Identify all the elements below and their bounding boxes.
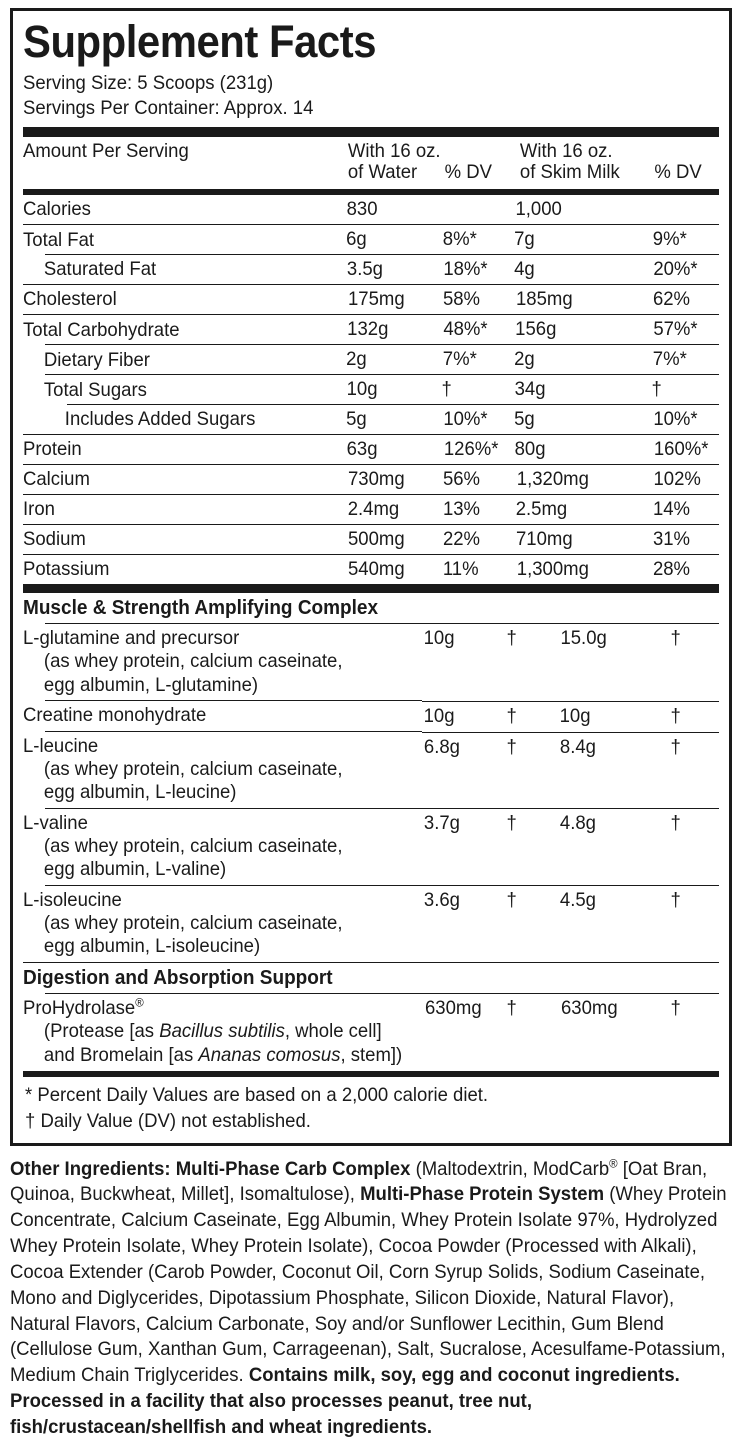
nutrient-name: Sodium <box>23 528 86 551</box>
nutrient-name: Protein <box>23 438 82 461</box>
nutrient-value-water: 132g <box>347 318 389 341</box>
nutrient-value-milk: 80g <box>514 438 546 461</box>
nutrient-value-milk: 7g <box>514 228 535 251</box>
page-title: Supplement Facts <box>23 16 377 67</box>
ingredient-value-water: 10g <box>423 704 455 727</box>
registered-trademark-icon: ® <box>609 1157 618 1171</box>
nutrient-dv-water: † <box>441 378 452 401</box>
table-row <box>23 375 719 405</box>
ingredient-dv-water: † <box>506 812 517 835</box>
ingredient-dv-milk: † <box>670 704 681 727</box>
nutrient-value-water: 2.4mg <box>347 498 400 521</box>
table-row <box>23 255 719 285</box>
nutrient-value-water: 830 <box>346 198 378 221</box>
ingredient-dv-water: † <box>506 627 517 650</box>
ingredient-value-water: 10g <box>423 627 455 650</box>
ingredient-value-water: 3.7g <box>424 812 461 835</box>
nutrient-dv-water: 22% <box>442 528 481 551</box>
ingredient-source-line: (as whey protein, calcium caseinate, <box>43 911 343 934</box>
nutrient-dv-milk: 62% <box>652 288 691 311</box>
servings-per-container: Servings Per Container: Approx. 14 <box>23 97 314 120</box>
ingredient-value-milk: 4.5g <box>559 889 596 912</box>
nutrient-value-water: 500mg <box>347 528 405 551</box>
ingredient-dv-milk: † <box>670 997 681 1020</box>
blend-table <box>23 593 719 1071</box>
nutrient-value-water: 175mg <box>347 288 405 311</box>
header-milk-dv: % DV <box>654 161 702 184</box>
species-name: Bacillus subtilis <box>159 1020 285 1043</box>
ingredient-source-line: (as whey protein, calcium caseinate, <box>43 834 343 857</box>
table-row <box>23 225 719 255</box>
ingredient-dv-milk: † <box>670 889 681 912</box>
nutrient-dv-water: 48%* <box>443 318 488 341</box>
nutrient-name: Calcium <box>23 468 90 491</box>
header-water-dv: % DV <box>444 161 492 184</box>
ingredient-value-water: 3.6g <box>424 889 461 912</box>
nutrient-dv-milk: 28% <box>652 558 691 581</box>
nutrient-dv-milk: 57%* <box>653 318 698 341</box>
ingredient-group-label: Contains milk, soy, egg and coconut ingredients. Processed in a facility that also processes peanut, tree nut, fish/crustacean/shellfish and wheat ingredients. <box>10 1365 680 1438</box>
serving-size: Serving Size: 5 Scoops (231g) <box>23 71 274 94</box>
table-row <box>23 555 719 586</box>
ingredient-value-milk: 10g <box>559 704 591 727</box>
nutrient-value-water: 6g <box>346 228 367 251</box>
table-row <box>23 315 719 345</box>
nutrient-name: Total Fat <box>23 228 95 251</box>
nutrient-dv-water: 18%* <box>443 258 488 281</box>
nutrient-dv-water: 11% <box>442 558 479 581</box>
ingredient-value-milk: 8.4g <box>559 735 596 758</box>
ingredient-dv-milk: † <box>670 735 681 758</box>
table-header-row <box>23 137 719 190</box>
nutrient-name: Total Carbohydrate <box>23 318 180 341</box>
nutrient-name: Total Sugars <box>43 378 147 401</box>
nutrient-name: Potassium <box>23 558 110 581</box>
ingredient-source-line: and Bromelain [as Ananas comosus, stem]) <box>43 1043 403 1066</box>
ingredient-value-milk: 630mg <box>560 997 618 1020</box>
table-row <box>23 195 719 225</box>
ingredient-dv-water: † <box>506 735 517 758</box>
nutrition-table <box>23 137 719 190</box>
registered-trademark-icon: ® <box>135 995 144 1010</box>
nutrient-dv-water: 13% <box>442 498 481 521</box>
supplement-facts-panel <box>10 8 732 1146</box>
ingredient-source-line: egg albumin, L-valine) <box>43 858 227 881</box>
section-title: Digestion and Absorption Support <box>23 967 333 990</box>
table-row <box>23 465 719 495</box>
nutrient-value-water: 5g <box>346 408 367 431</box>
section-header-muscle-strength <box>23 593 719 624</box>
nutrient-name: Calories <box>23 198 91 221</box>
nutrient-value-water: 3.5g <box>346 258 383 281</box>
footnote-dagger: † Daily Value (DV) not established. <box>25 1109 311 1132</box>
table-row <box>23 285 719 315</box>
nutrient-dv-milk: 160%* <box>653 438 709 461</box>
nutrient-dv-water: 126%* <box>443 438 499 461</box>
ingredient-name: L-valine <box>23 811 88 834</box>
table-row <box>23 525 719 555</box>
ingredient-name: L-glutamine and precursor <box>23 627 240 650</box>
ingredient-source-line: egg albumin, L-glutamine) <box>43 673 259 696</box>
table-row <box>23 345 719 375</box>
nutrient-value-milk: 1,320mg <box>516 468 589 491</box>
other-ingredients-paragraph: Other Ingredients: Multi-Phase Carb Complex (Maltodextrin, ModCarb® [Oat Bran, Quinoa, Buckwheat, Millet], Isomaltulose), Multi-Phase Protein System (Whey Protein Concentrate, Calcium Caseinate, Egg Albumin, Whey Protein Isolate 97%, Hydrolyzed Whey Protein Isolate, Whey Protein Isolate), Cocoa Powder (Processed with Alkali), Cocoa Extender (Carob Powder, Coconut Oil, Corn Syrup Solids, Sodium Caseinate, Mono and Diglycerides, Dipotassium Phosphate, Silicon Dioxide, Natural Flavor), Natural Flavors, Calcium Carbonate, Soy and/or Sunflower Lecithin, Gum Blend (Cellulose Gum, Xanthan Gum, Carrageenan), Salt, Sucralose, Acesulfame-Potassium, Medium Chain Triglycerides. Contains milk, soy, egg and coconut ingredients. Processed in a facility that also processes peanut, tree nut, fish/crustacean/shellfish and wheat ingredients. <box>10 1157 727 1438</box>
nutrient-name: Includes Added Sugars <box>64 408 256 431</box>
nutrient-value-water: 63g <box>346 438 378 461</box>
footnote-asterisk: * Percent Daily Values are based on a 2,000 calorie diet. <box>25 1084 489 1107</box>
ingredient-group-label: Multi-Phase Protein System <box>360 1184 605 1206</box>
nutrient-dv-milk: 20%* <box>653 258 698 281</box>
nutrient-value-milk: 156g <box>515 318 557 341</box>
footnotes <box>23 1077 719 1138</box>
header-milk-line1: With 16 oz. <box>519 139 613 162</box>
nutrient-dv-milk: 102% <box>653 468 701 491</box>
nutrient-dv-milk: † <box>651 378 662 401</box>
ingredient-dv-water: † <box>506 704 517 727</box>
table-row <box>23 435 719 465</box>
nutrient-dv-milk: 9%* <box>652 228 687 251</box>
nutrient-value-water: 2g <box>346 348 367 371</box>
header-amount-per-serving: Amount Per Serving <box>23 139 189 162</box>
ingredient-source-line: (Protease [as Bacillus subtilis, whole cell] <box>43 1020 382 1043</box>
nutrient-dv-water: 7%* <box>442 348 477 371</box>
ingredient-dv-water: † <box>506 889 517 912</box>
ingredient-row <box>23 732 719 809</box>
section-header-digestion <box>23 963 719 995</box>
nutrient-value-milk: 1,300mg <box>516 558 589 581</box>
nutrient-value-water: 540mg <box>347 558 405 581</box>
nutrient-value-milk: 5g <box>514 408 535 431</box>
ingredient-dv-milk: † <box>670 627 681 650</box>
nutrient-value-milk: 4g <box>514 258 535 281</box>
ingredient-value-water: 6.8g <box>424 735 461 758</box>
nutrient-name: Saturated Fat <box>43 258 157 281</box>
species-name: Ananas comosus <box>198 1043 341 1066</box>
ingredient-group-label: Other Ingredients: <box>10 1158 171 1180</box>
nutrient-dv-water: 58% <box>442 288 481 311</box>
nutrient-value-milk: 2g <box>514 348 535 371</box>
ingredient-value-water: 630mg <box>425 997 482 1020</box>
ingredient-row <box>23 624 719 701</box>
table-row <box>23 495 719 525</box>
nutrient-dv-milk: 7%* <box>652 348 687 371</box>
nutrient-value-water: 10g <box>346 378 378 401</box>
table-row <box>23 405 719 435</box>
ingredient-dv-water: † <box>506 997 517 1020</box>
ingredient-source-line: (as whey protein, calcium caseinate, <box>43 758 343 781</box>
nutrient-value-milk: 34g <box>514 378 546 401</box>
nutrient-value-milk: 185mg <box>515 288 573 311</box>
ingredient-row <box>23 701 719 732</box>
ingredient-dv-milk: † <box>670 812 681 835</box>
nutrient-value-milk: 1,000 <box>515 198 562 221</box>
nutrient-name: Iron <box>23 498 55 521</box>
ingredient-name: Creatine monohydrate <box>23 704 207 727</box>
ingredient-group-label: Multi-Phase Carb Complex <box>175 1158 411 1180</box>
nutrient-name: Cholesterol <box>23 288 117 311</box>
nutrient-dv-water: 8%* <box>442 228 477 251</box>
ingredient-name: ProHydrolase® <box>23 995 144 1020</box>
nutrient-dv-water: 56% <box>442 468 481 491</box>
nutrient-rows-table <box>23 195 719 587</box>
nutrient-dv-milk: 31% <box>652 528 691 551</box>
ingredient-row <box>23 994 719 1071</box>
ingredient-row <box>23 886 719 963</box>
ingredient-value-milk: 4.8g <box>559 812 596 835</box>
ingredient-row <box>23 809 719 886</box>
header-water-line1: With 16 oz. <box>348 139 441 162</box>
section-title: Muscle & Strength Amplifying Complex <box>23 597 379 620</box>
ingredient-source-line: (as whey protein, calcium caseinate, <box>43 650 343 673</box>
ingredient-name: L-isoleucine <box>23 888 122 911</box>
nutrient-value-milk: 2.5mg <box>515 498 568 521</box>
header-water-line2: of Water <box>348 161 418 184</box>
nutrient-name: Dietary Fiber <box>43 348 150 371</box>
nutrient-dv-milk: 10%* <box>653 408 698 431</box>
nutrient-dv-milk: 14% <box>652 498 691 521</box>
ingredient-source-line: egg albumin, L-isoleucine) <box>43 934 261 957</box>
ingredient-value-milk: 15.0g <box>560 627 607 650</box>
nutrient-dv-water: 10%* <box>443 408 488 431</box>
ingredient-source-line: egg albumin, L-leucine) <box>43 781 237 804</box>
ingredient-name: L-leucine <box>23 735 99 758</box>
divider-bar-top <box>23 127 719 137</box>
nutrient-value-milk: 710mg <box>515 528 573 551</box>
header-milk-line2: of Skim Milk <box>519 161 620 184</box>
nutrient-value-water: 730mg <box>347 468 405 491</box>
